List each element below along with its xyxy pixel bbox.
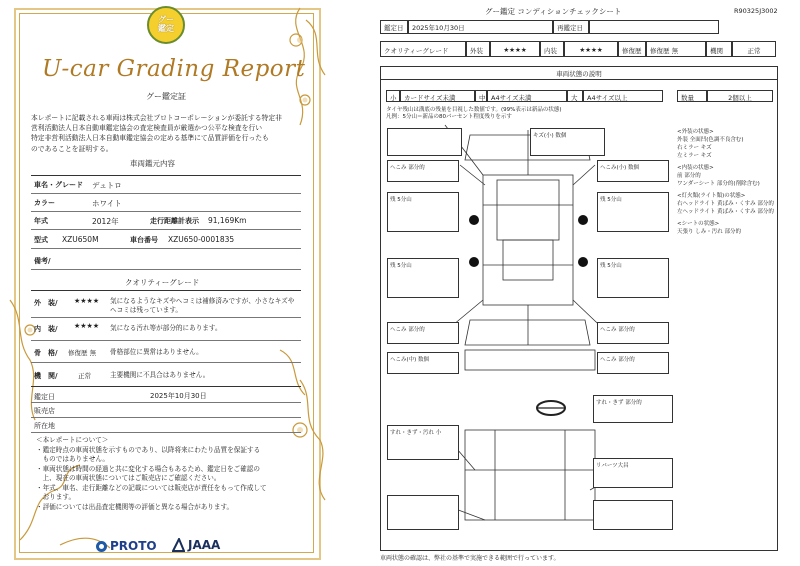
panel-right-rear <box>597 322 669 344</box>
quality-frame-label: 骨 格/ <box>34 349 58 357</box>
mileage-label: 走行距離計表示 <box>150 217 199 225</box>
panel-right-front <box>597 160 669 182</box>
model-value: XZU650M <box>62 235 99 244</box>
panel-caption: へこみ 部分的 <box>390 165 425 171</box>
side-note-line: 右ヘッドライト 黄ばみ・くすみ 部分的 <box>677 200 774 207</box>
reinspection-label: 再鑑定日 <box>553 20 589 34</box>
tire-right-front <box>597 192 669 232</box>
panel-rear-right <box>593 458 673 488</box>
side-note-line: 左ヘッドライト 黄ばみ・くすみ 部分的 <box>677 208 774 215</box>
intro-text <box>31 113 282 154</box>
remarks-label: 備考/ <box>34 257 51 265</box>
panel-caption: 残 5分山 <box>600 263 622 269</box>
side-note-line: 前 部分的 <box>677 172 701 179</box>
section-vehicle-title: 車両鑑元内容 <box>130 159 175 168</box>
jaaa-logo-text: JAAA <box>188 538 221 552</box>
panel-caption: すれ・きず・汚れ 小 <box>390 430 442 436</box>
panel-caption: へこみ 部分的 <box>390 327 425 333</box>
panel-caption: へこみ 部分的 <box>600 357 635 363</box>
row-line <box>31 211 301 212</box>
tire-left-rear <box>387 258 459 298</box>
row-line <box>31 269 301 270</box>
side-note-line: 右ミラー キズ <box>677 144 712 151</box>
vehicle-cab <box>497 180 559 240</box>
quality-exterior-stars: ★★★★ <box>74 297 100 305</box>
notes <box>36 436 267 512</box>
side-note-line: 左ミラー キズ <box>677 152 712 159</box>
panel-left-rear <box>387 322 459 344</box>
quality-engine-desc: 主要機関に不具合はありません。 <box>110 371 210 379</box>
sheet-title: グー鑑定 コンディションチェックシート <box>485 7 622 16</box>
model-label: 型式 <box>34 236 48 244</box>
row-line <box>31 402 301 403</box>
note-line: ・年式、車名、走行距離などの記載については販売店が責任をもって作成して <box>36 483 267 492</box>
proto-logo-text: PROTO <box>110 539 157 553</box>
row-line <box>31 248 301 249</box>
side-note-line: ワンダーシート 部分的(削除含む) <box>677 180 760 187</box>
legend-desc-large: A4サイズ以上 <box>583 90 663 102</box>
legend-size-large: 大 <box>567 90 583 102</box>
condition-sheet <box>375 0 800 566</box>
grading-report <box>0 0 335 566</box>
panel-interior-left <box>387 425 459 460</box>
panel-caption: すれ・きず 部分的 <box>596 400 642 406</box>
color-label: カラー <box>34 199 55 207</box>
row-line <box>31 432 301 433</box>
leader-line <box>460 165 485 185</box>
panel-caption: へこみ 部分的 <box>600 327 635 333</box>
tire-right-rear <box>597 258 669 298</box>
legend-note-line: タイヤ残山は溝底の残量を目視した数値です。(99%表示は新品の状態) <box>386 107 562 113</box>
tire-left-front <box>387 192 459 232</box>
row-line <box>31 193 301 194</box>
date-label: 鑑定日 <box>34 393 55 401</box>
quality-exterior-label: 外 装/ <box>34 299 58 307</box>
color-value: ホワイト <box>92 199 122 208</box>
condition-title: 車両状態の説明 <box>380 66 778 80</box>
quality-interior-desc: 気になる汚れ等が部分的にあります。 <box>110 324 222 332</box>
panel-front-left <box>387 128 462 156</box>
panel-caption: 残 5分山 <box>390 263 412 269</box>
legend-desc-small: カードサイズ未満 <box>400 90 475 102</box>
row-line <box>31 386 301 387</box>
jaaa-logo <box>172 538 220 552</box>
legend-size-small: 小 <box>386 90 400 102</box>
wheel-icon <box>578 257 588 267</box>
wheel-icon <box>469 257 479 267</box>
panel-rear-left <box>387 495 459 530</box>
vehicle-lower-outline <box>465 430 595 520</box>
panel-caption: 残 5分山 <box>390 197 412 203</box>
row-line <box>31 317 301 318</box>
note-line: ・鑑定時点の車両状態を示すものであり、以降将来にわたり品質を保証する <box>36 445 261 454</box>
wheel-icon <box>469 215 479 225</box>
wheel-icon <box>578 215 588 225</box>
note-line: おります。 <box>36 493 76 502</box>
report-subtitle: グー鑑定証 <box>146 92 186 101</box>
repair-label: 修復歴 <box>618 41 646 57</box>
note-line: ものではありません。 <box>36 455 109 464</box>
inspection-date-value: 2025年10月30日 <box>408 20 553 34</box>
panel-caption: ヘこみ(小) 数個 <box>600 165 640 171</box>
panel-left-lower <box>387 352 459 374</box>
quality-exterior-desc <box>110 297 294 315</box>
side-note-line: <灯火類(ライト類)の状態> <box>677 192 746 199</box>
count-label: 数量 <box>677 90 707 102</box>
engine-value: 正常 <box>732 41 776 57</box>
interior-label: 内装 <box>540 41 564 57</box>
grade-label: クオリティーグレード <box>380 41 466 57</box>
panel-caption: リバーツ大昌 <box>596 463 629 469</box>
interior-value: ★★★★ <box>564 41 618 57</box>
intro-line: 特定非営利活動法人日本自動車鑑定協会の定める基準にて品質評価を行ったも <box>31 134 269 143</box>
panel-left-front <box>387 160 459 182</box>
panel-rear-right-lower <box>593 500 673 530</box>
intro-line: のであることを証明する。 <box>31 144 113 153</box>
name-label: 車名・グレード <box>34 181 83 189</box>
row-line <box>31 417 301 418</box>
panel-right-lower <box>597 352 669 374</box>
panel-caption: ヘこみ(中) 数個 <box>390 357 430 363</box>
chassis-label: 車台番号 <box>130 236 158 244</box>
row-line <box>31 175 301 176</box>
inspection-date-label: 鑑定日 <box>380 20 408 34</box>
repair-value: 修復歴 無 <box>646 41 706 57</box>
location-label: 所在地 <box>34 422 55 430</box>
report-title: U-car Grading Report <box>42 56 306 82</box>
name-value: デュトロ <box>92 181 122 190</box>
desc-line: ヘコミは残っています。 <box>110 306 183 315</box>
quality-engine-label: 機 関/ <box>34 372 58 380</box>
intro-line: 本レポートに記載される車両は株式会社プロトコーポレーションが委託する特定非 <box>31 114 282 122</box>
panel-caption: 残 5分山 <box>600 197 622 203</box>
legend-desc-medium: A4サイズ未満 <box>487 90 567 102</box>
quality-interior-label: 内 装/ <box>34 325 58 333</box>
mileage-value: 91,169Km <box>208 216 247 225</box>
year-label: 年式 <box>34 217 48 225</box>
intro-line: 営利活動法人日本自動車鑑定協会の査定検査員が厳選かつ公平な検査を行い <box>31 124 263 133</box>
side-note-line: <外装の状態> <box>677 129 714 135</box>
year-value: 2012年 <box>92 217 119 226</box>
date-value: 2025年10月30日 <box>150 392 207 400</box>
side-note-line: <内装の状態> <box>677 164 714 171</box>
quality-frame-value: 修復歴 無 <box>68 349 97 357</box>
note-line: 上、現在の車両状態についてはご販売店にご確認ください。 <box>36 474 221 483</box>
sheet-footer: 車両状態の確認は、弊社の基準で実施できる範囲で行っています。 <box>380 555 560 562</box>
vehicle-bed <box>503 240 553 280</box>
legend-note-line: 凡例：5分山＝新品の80パーセント程度残りを示す <box>386 114 512 121</box>
note-line: ＜本レポートについて＞ <box>36 436 109 444</box>
goo-logo-text: グー 鑑定 <box>158 15 174 33</box>
sheet-code: R90325J3002 <box>734 7 778 15</box>
quality-frame-desc: 骨格部位に異常はありません。 <box>110 348 203 356</box>
proto-mark-icon <box>96 541 107 552</box>
legend-size-medium: 中 <box>475 90 487 102</box>
exterior-value: ★★★★ <box>490 41 540 57</box>
proto-logo <box>96 539 157 553</box>
quality-interior-stars: ★★★★ <box>74 322 100 330</box>
exterior-label: 外装 <box>466 41 490 57</box>
note-line: ・評価については出品査定機関等の評価と異なる場合があります。 <box>36 502 234 511</box>
row-line <box>31 229 301 230</box>
side-note-line: 天張り しみ・汚れ 部分的 <box>677 228 741 235</box>
chassis-value: XZU650-0001835 <box>168 235 235 244</box>
count-value: 2個以上 <box>707 90 773 102</box>
jaaa-mark-icon <box>172 538 185 552</box>
engine-label: 機関 <box>706 41 732 57</box>
note-line: ・車両状態は時間の経過と共に変化する場合もあるため、鑑定日をご確認の <box>36 464 260 473</box>
side-note-line: <シートの状態> <box>677 220 720 227</box>
goo-logo <box>147 6 185 44</box>
quality-engine-value: 正常 <box>78 372 91 380</box>
side-note-line: 外装 全面凹(色調不良含む) <box>677 136 744 143</box>
desc-line: 気になるようなキズやヘコミは補修済みですが、小さなキズや <box>110 297 295 305</box>
panel-interior-right <box>593 395 673 423</box>
leader-line <box>573 165 595 185</box>
panel-front <box>530 128 605 156</box>
panel-caption: キズ(小) 数個 <box>533 133 567 139</box>
section-quality-title: クオリティーグレード <box>125 278 200 287</box>
row-line <box>31 340 301 341</box>
vehicle-rear <box>465 320 590 345</box>
row-line <box>31 290 301 291</box>
vehicle-side-outline <box>465 350 595 370</box>
row-line <box>31 362 301 363</box>
store-label: 販売店 <box>34 407 55 415</box>
